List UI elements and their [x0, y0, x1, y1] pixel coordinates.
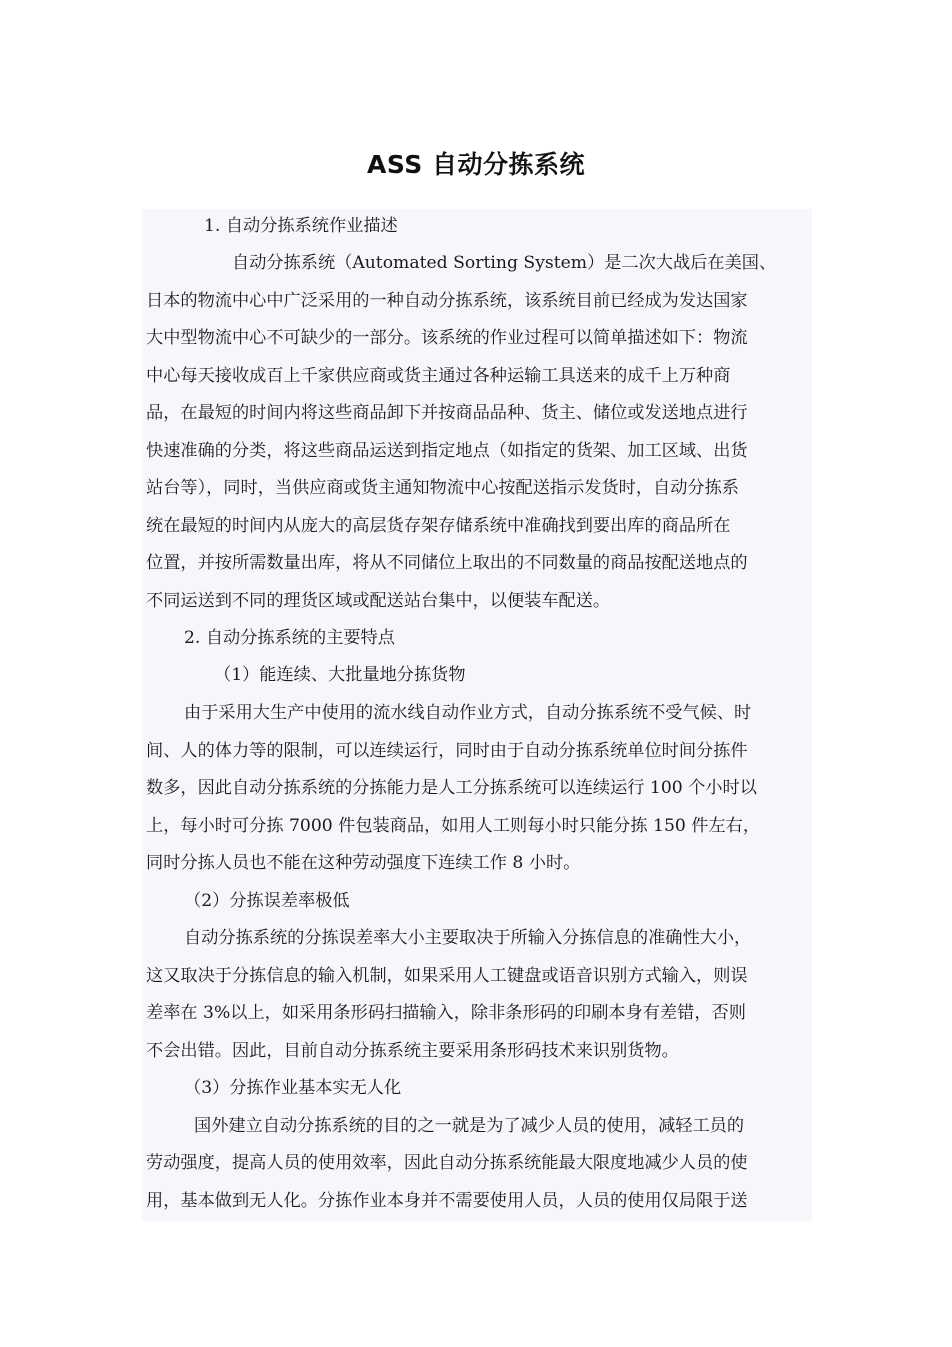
document-title: ASS 自动分拣系统 [367, 150, 585, 179]
body-line: 上，每小时可分拣 7000 件包装商品，如用人工则每小时只能分拣 150 件左右， [146, 816, 761, 836]
body-line: 不同运送到不同的理货区域或配送站台集中，以便装车配送。 [146, 591, 611, 611]
body-line: 自动分拣系统（Automated Sorting System）是二次大战后在美国、 [232, 253, 777, 273]
body-line: （3）分拣作业基本实无人化 [184, 1078, 402, 1098]
body-line: 品，在最短的时间内将这些商品卸下并按商品品种、货主、储位或发送地点进行 [146, 403, 748, 423]
body-line: 用，基本做到无人化。分拣作业本身并不需要使用人员，人员的使用仅局限于送 [146, 1191, 748, 1211]
body-line: 位置，并按所需数量出库，将从不同储位上取出的不同数量的商品按配送地点的 [146, 553, 748, 573]
body-line: 数多，因此自动分拣系统的分拣能力是人工分拣系统可以连续运行 100 个小时以 [146, 778, 757, 798]
body-line: 中心每天接收成百上千家供应商或货主通过各种运输工具送来的成千上万种商 [146, 366, 731, 386]
body-line: 自动分拣系统的分拣误差率大小主要取决于所输入分拣信息的准确性大小， [184, 928, 752, 948]
body-line: 由于采用大生产中使用的流水线自动作业方式，自动分拣系统不受气候、时 [184, 703, 752, 723]
body-line: 间、人的体力等的限制，可以连续运行，同时由于自动分拣系统单位时间分拣件 [146, 741, 748, 761]
body-line: 同时分拣人员也不能在这种劳动强度下连续工作 8 小时。 [146, 853, 581, 873]
body-line: 统在最短的时间内从庞大的高层货存架存储系统中准确找到要出库的商品所在 [146, 516, 731, 536]
body-line: 快速准确的分类，将这些商品运送到指定地点（如指定的货架、加工区域、出货 [146, 441, 748, 461]
body-line: 差率在 3%以上，如采用条形码扫描输入，除非条形码的印刷本身有差错，否则 [146, 1003, 746, 1023]
body-line: 大中型物流中心不可缺少的一部分。该系统的作业过程可以简单描述如下：物流 [146, 328, 748, 348]
body-line: 国外建立自动分拣系统的目的之一就是为了减少人员的使用，减轻工员的 [194, 1116, 745, 1136]
body-line: 这又取决于分拣信息的输入机制，如果采用人工键盘或语音识别方式输入，则误 [146, 966, 748, 986]
body-line: （2）分拣误差率极低 [184, 891, 350, 911]
body-line: 不会出错。因此，目前自动分拣系统主要采用条形码技术来识别货物。 [146, 1041, 679, 1061]
body-line: 日本的物流中心中广泛采用的一种自动分拣系统，该系统目前已经成为发达国家 [146, 291, 748, 311]
body-line: 2. 自动分拣系统的主要特点 [184, 628, 395, 648]
body-line: （1）能连续、大批量地分拣货物 [214, 665, 466, 685]
body-line: 1. 自动分拣系统作业描述 [204, 216, 398, 236]
body-line: 站台等），同时，当供应商或货主通知物流中心按配送指示发货时，自动分拣系 [146, 478, 739, 498]
body-line: 劳动强度，提高人员的使用效率，因此自动分拣系统能最大限度地减少人员的使 [146, 1153, 748, 1173]
